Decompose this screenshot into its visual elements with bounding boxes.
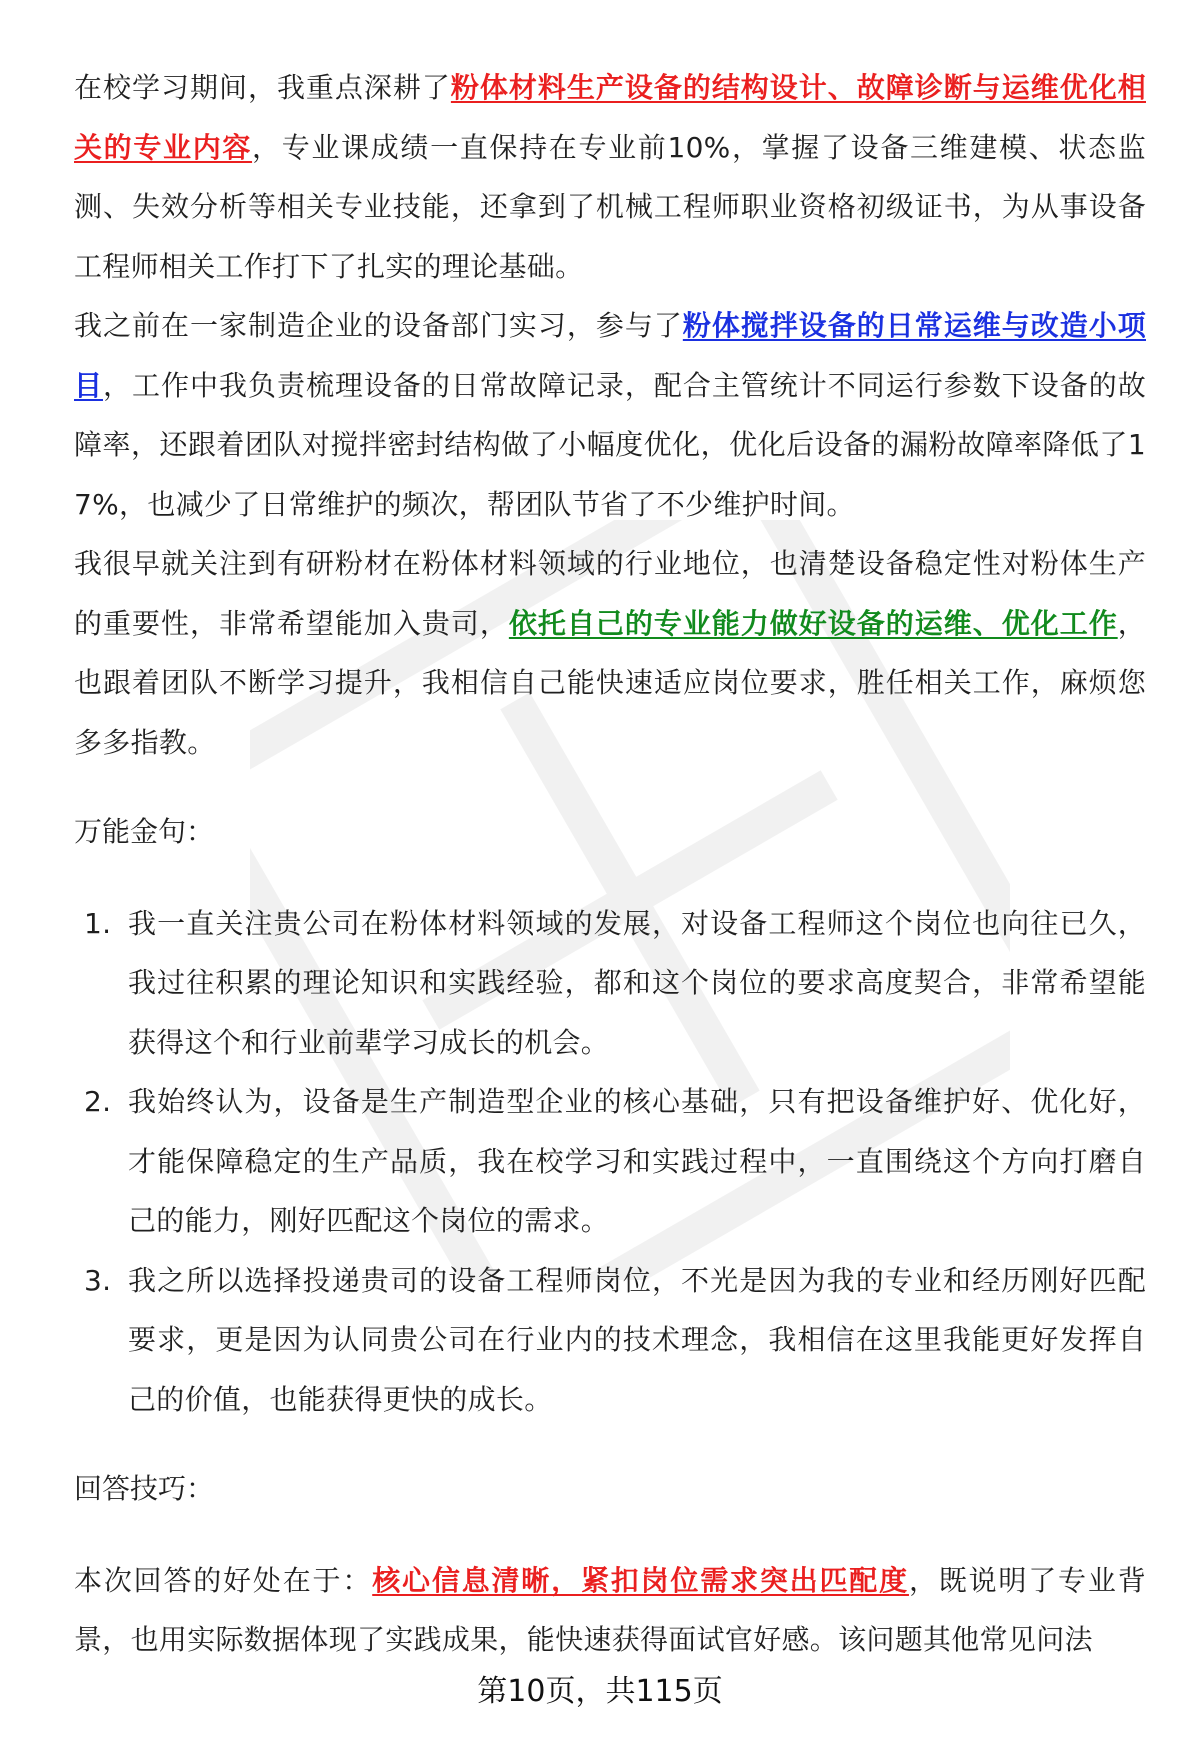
paragraph-text: 我很早就关注到有研粉材在粉体材料领域的行业地位，也清楚设备稳定性对粉体生产的重要性，非常希望能加入贵司， [74,547,1146,640]
highlight-text: 依托自己的专业能力做好设备的运维、优化工作 [508,606,1118,640]
paragraph-text: ，专业课成绩一直保持在专业前10%，掌握了设备三维建模、状态监测、失效分析等相关专业技能，还拿到了机械工程师职业资格初级证书，为从事设备工程师相关工作打下了扎实的理论基础。 [74,130,1146,283]
tips-heading: 回答技巧： [74,1472,215,1505]
highlight-text: 粉体搅拌设备的日常运维与改造小项目 [74,309,1146,402]
paragraph-study [74,58,1146,296]
list-item [74,1072,1146,1251]
page-footer: 第10页，共115页 [477,1674,723,1709]
paragraph-tips [74,1551,1146,1670]
paragraph-text: ，也跟着团队不断学习提升，我相信自己能快速适应岗位要求，胜任相关工作，麻烦您多多指教。 [74,606,1146,759]
paragraph-text: ，工作中我负责梳理设备的日常故障记录，配合主管统计不同运行参数下设备的故障率，还跟着团队对搅拌密封结构做了小幅度优化，优化后设备的漏粉故障率降低了17%，也减少了日常维护的频次，帮团队节省了不少维护时间。 [74,368,1146,521]
paragraph-motivation [74,534,1146,772]
golden-sentence-list [74,894,1146,1430]
list-item [74,894,1146,1073]
list-item-text: 我一直关注贵公司在粉体材料领域的发展，对设备工程师这个岗位也向往已久，我过往积累的理论知识和实践经验，都和这个岗位的要求高度契合，非常希望能获得这个和行业前辈学习成长的机会。 [128,906,1146,1059]
list-item [74,1251,1146,1430]
paragraph-internship [74,296,1146,534]
list-item-text: 我始终认为，设备是生产制造型企业的核心基础，只有把设备维护好、优化好，才能保障稳定的生产品质，我在校学习和实践过程中，一直围绕这个方向打磨自己的能力，刚好匹配这个岗位的需求。 [128,1085,1146,1237]
paragraph-text: ，既说明了专业背景，也用实际数据体现了实践成果，能快速获得面试官好感。该问题其他常见问法 [74,1563,1146,1656]
list-item-text: 我之所以选择投递贵司的设备工程师岗位，不光是因为我的专业和经历刚好匹配要求，更是因为认同贵公司在行业内的技术理念，我相信在这里我能更好发挥自己的价值，也能获得更快的成长。 [128,1263,1146,1416]
list-number: 2. [84,1085,112,1118]
golden-heading: 万能金句： [74,815,215,848]
list-number: 1. [84,906,112,940]
list-number: 3. [84,1263,112,1297]
paragraph-text: 本次回答的好处在于： [74,1563,373,1597]
document-body [74,58,1146,1670]
highlight-text: 粉体材料生产设备的结构设计、故障诊断与运维优化相关的专业内容 [74,71,1146,164]
paragraph-text: 在校学习期间，我重点深耕了 [74,71,451,104]
paragraph-text: 我之前在一家制造企业的设备部门实习，参与了 [74,309,683,342]
highlight-text: 核心信息清晰，紧扣岗位需求突出匹配度 [372,1563,909,1597]
